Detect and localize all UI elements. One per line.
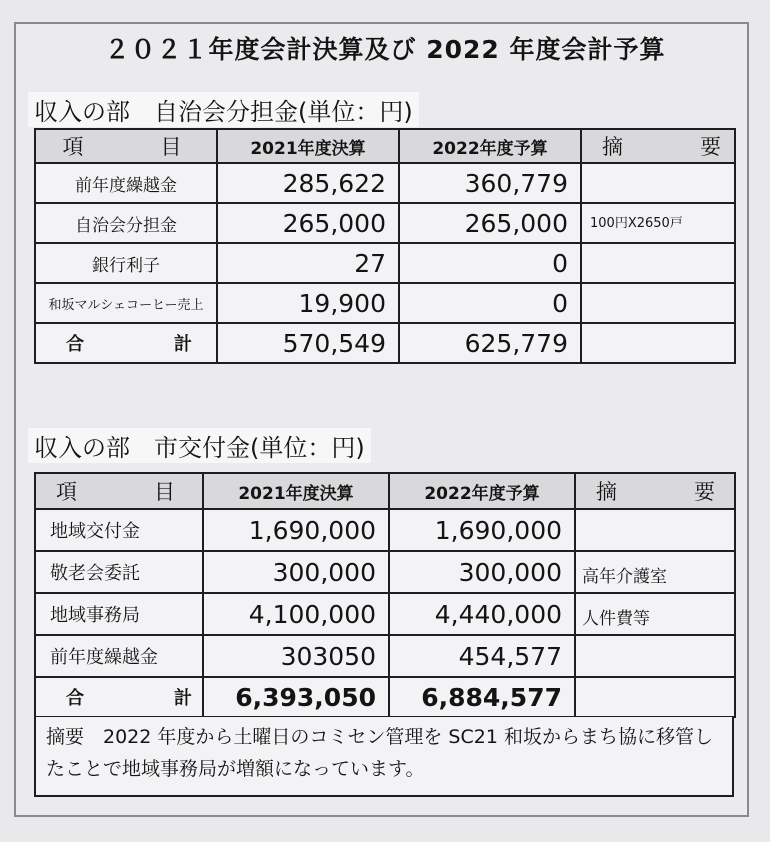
row-note — [575, 509, 735, 551]
total-actual-2021: 570,549 — [217, 323, 399, 363]
col-header-budget-2022: 2022年度予算 — [389, 473, 575, 509]
table-header-row — [35, 129, 735, 163]
row-item: 和坂マルシェコーヒー売上 — [35, 283, 217, 323]
col-header-item: 項 目 — [35, 473, 203, 509]
total-budget-2022: 6,884,577 — [389, 677, 575, 717]
row-note: 高年介護室 — [575, 551, 735, 593]
total-actual-2021: 6,393,050 — [203, 677, 389, 717]
row-item: 銀行利子 — [35, 243, 217, 283]
col-header-actual-2021: 2021年度決算 — [217, 129, 399, 163]
table-header-row — [35, 473, 735, 509]
row-item: 前年度繰越金 — [35, 163, 217, 203]
col-header-note: 摘 要 — [575, 473, 735, 509]
total-label: 合 計 — [35, 677, 203, 717]
table-row — [35, 593, 735, 635]
total-label: 合 計 — [35, 323, 217, 363]
row-actual-2021: 27 — [217, 243, 399, 283]
col-header-item: 項 目 — [35, 129, 217, 163]
row-actual-2021: 19,900 — [217, 283, 399, 323]
row-note — [581, 163, 735, 203]
col-header-note: 摘 要 — [581, 129, 735, 163]
table-row — [35, 243, 735, 283]
row-note — [575, 635, 735, 677]
row-note: 100円X2650戸 — [581, 203, 735, 243]
row-actual-2021: 300,000 — [203, 551, 389, 593]
total-budget-2022: 625,779 — [399, 323, 581, 363]
total-note — [575, 677, 735, 717]
row-budget-2022: 4,440,000 — [389, 593, 575, 635]
row-item: 自治会分担金 — [35, 203, 217, 243]
row-actual-2021: 285,622 — [217, 163, 399, 203]
row-budget-2022: 300,000 — [389, 551, 575, 593]
row-actual-2021: 4,100,000 — [203, 593, 389, 635]
table-row — [35, 551, 735, 593]
row-budget-2022: 360,779 — [399, 163, 581, 203]
row-note: 人件費等 — [575, 593, 735, 635]
row-budget-2022: 1,690,000 — [389, 509, 575, 551]
table-row — [35, 283, 735, 323]
table-total-row — [35, 323, 735, 363]
row-budget-2022: 0 — [399, 283, 581, 323]
table-row — [35, 509, 735, 551]
table-total-row — [35, 677, 735, 717]
table-row — [35, 163, 735, 203]
document-title: ２０２１年度会計決算及び 2022 年度会計予算 — [104, 35, 666, 64]
row-actual-2021: 265,000 — [217, 203, 399, 243]
summary-note: 摘要 2022 年度から土曜日のコミセン管理を SC21 和坂からまち協に移管したことで地域事務局が増額になっています。 — [34, 717, 734, 797]
row-budget-2022: 0 — [399, 243, 581, 283]
row-note — [581, 243, 735, 283]
table-row — [35, 635, 735, 677]
row-budget-2022: 454,577 — [389, 635, 575, 677]
section1-table — [34, 128, 749, 364]
col-header-actual-2021: 2021年度決算 — [203, 473, 389, 509]
col-header-budget-2022: 2022年度予算 — [399, 129, 581, 163]
table-row — [35, 203, 735, 243]
row-actual-2021: 1,690,000 — [203, 509, 389, 551]
row-item: 地域交付金 — [35, 509, 203, 551]
row-actual-2021: 303050 — [203, 635, 389, 677]
row-item: 地域事務局 — [35, 593, 203, 635]
total-note — [581, 323, 735, 363]
section1-heading: 収入の部 自治会分担金(単位：円) — [28, 92, 419, 127]
row-item: 前年度繰越金 — [35, 635, 203, 677]
section2-heading: 収入の部 市交付金(単位：円) — [28, 428, 371, 463]
row-note — [581, 283, 735, 323]
row-budget-2022: 265,000 — [399, 203, 581, 243]
row-item: 敬老会委託 — [35, 551, 203, 593]
section2-table — [34, 472, 743, 718]
